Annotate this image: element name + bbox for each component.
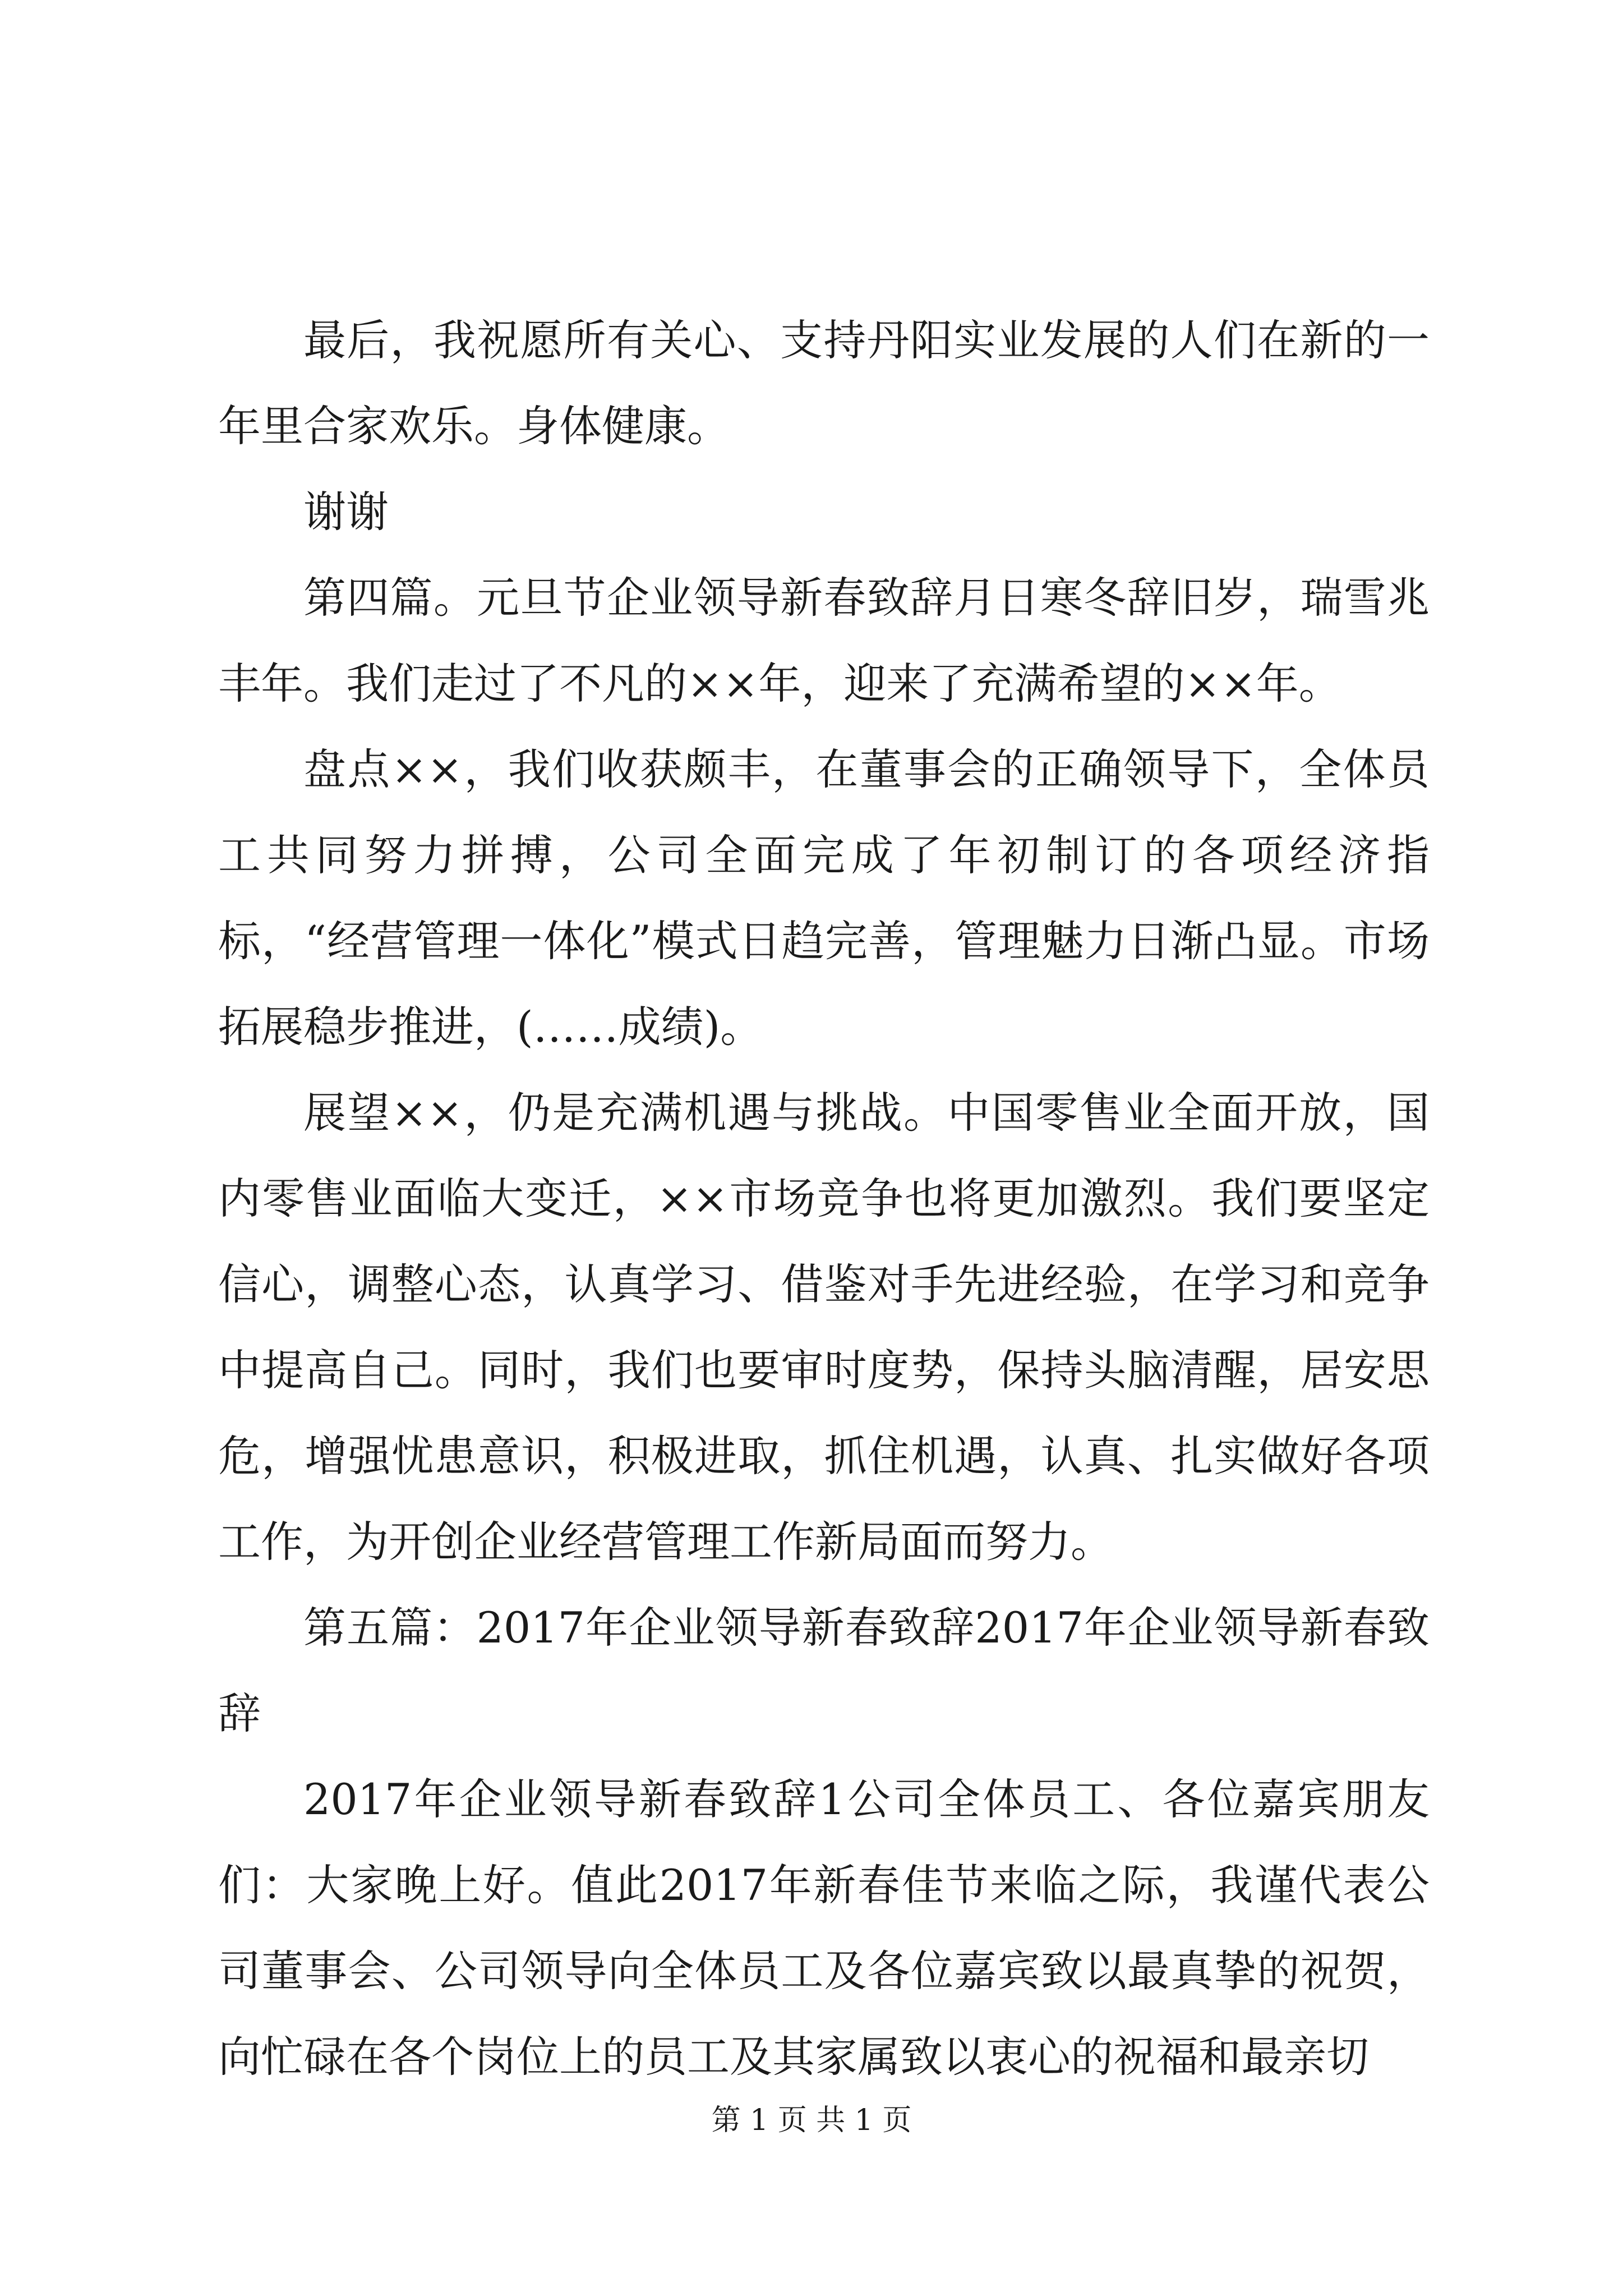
paragraph-outlook: 展望××，仍是充满机遇与挑战。中国零售业全面开放，国内零售业面临大变迁，××市场竞争也将更加激烈。我们要坚定信心，调整心态，认真学习、借鉴对手先进经验，在学习和竞争中提高自己。同时，我们也要审时度势，保持头脑清醒，居安思危，增强忧患意识，积极进取，抓住机遇，认真、扎实做好各项工作，为开创企业经营管理工作新局面而努力。 — [218, 1088, 1430, 1567]
paragraph-fourth-article-intro: 第四篇。元旦节企业领导新春致辞月日寒冬辞旧岁，瑞雪兆丰年。我们走过了不凡的××年，迎来了充满希望的××年。 — [218, 573, 1430, 708]
document-body — [218, 297, 1430, 2100]
paragraph-fifth-article-body: 2017年企业领导新春致辞1公司全体员工、各位嘉宾朋友们：大家晚上好。值此2017年新春佳节来临之际，我谨代表公司董事会、公司领导向全体员工及各位嘉宾致以最真挚的祝贺，向忙碌在各个岗位上的员工及其家属致以衷心的祝福和最亲切 — [218, 1774, 1430, 2082]
paragraph-closing-wishes: 最后，我祝愿所有关心、支持丹阳实业发展的人们在新的一年里合家欢乐。身体健康。 — [218, 315, 1430, 451]
paragraph-thanks: 谢谢 — [303, 487, 389, 537]
paragraph-review: 盘点××，我们收获颇丰，在董事会的正确领导下，全体员工共同努力拼搏，公司全面完成了年初制订的各项经济指标，“经营管理一体化”模式日趋完善，管理魅力日渐凸显。市场拓展稳步推进，(……成绩)。 — [218, 744, 1430, 1052]
paragraph-fifth-article-title: 第五篇：2017年企业领导新春致辞2017年企业领导新春致辞 — [218, 1603, 1430, 1738]
page-footer: 第 1 页 共 1 页 — [711, 2104, 912, 2137]
